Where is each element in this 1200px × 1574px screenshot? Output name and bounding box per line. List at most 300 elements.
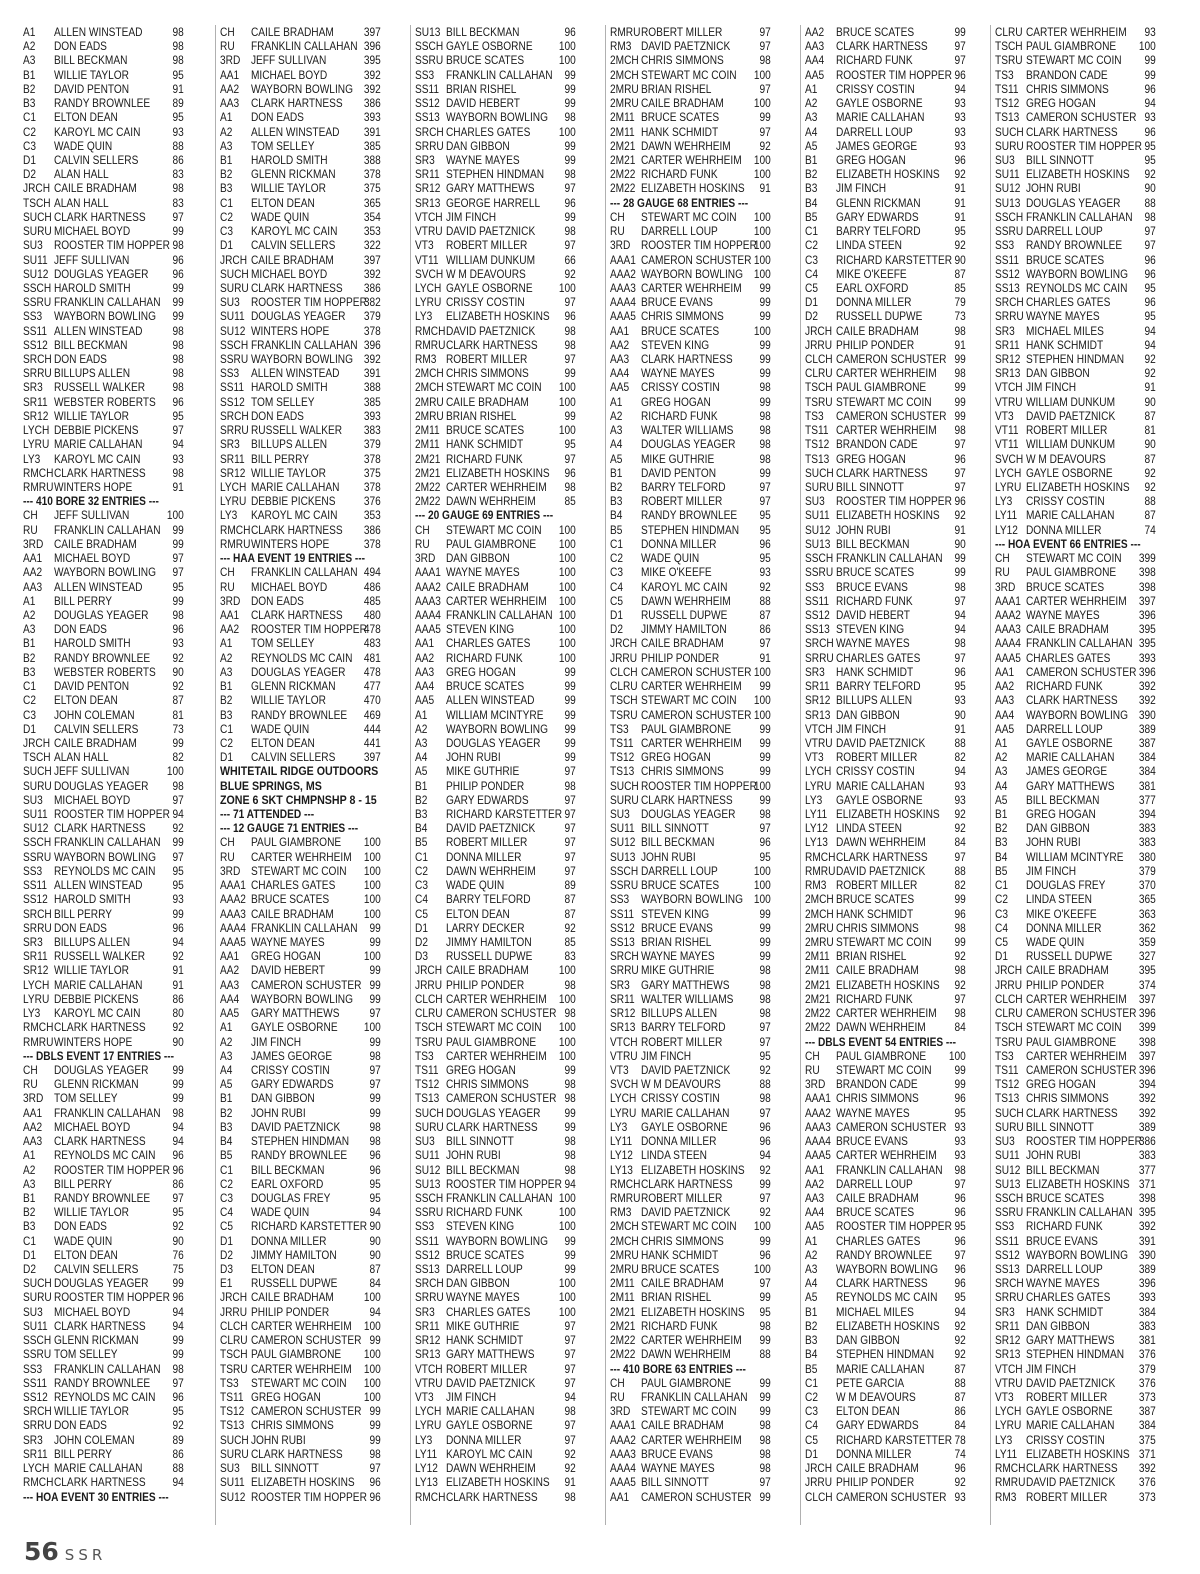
shooter-name: DAN GIBBON: [445, 1276, 510, 1291]
class-code: AA1: [220, 949, 240, 964]
score: 384: [1138, 750, 1156, 765]
class-code: SS3: [23, 863, 43, 878]
class-code: C5: [220, 1219, 233, 1234]
shooter-name: CLARK HARTNESS: [445, 1489, 538, 1504]
class-code: LY3: [995, 494, 1013, 509]
result-row: [415, 921, 576, 935]
score: 100: [558, 1034, 576, 1049]
shooter-name: ALLEN WINSTEAD: [53, 25, 143, 39]
results-column: [995, 25, 1156, 1504]
shooter-name: W M DEAVOURS: [640, 1077, 721, 1092]
shooter-name: WILLIAM DUNKUM: [445, 252, 536, 267]
class-code: D2: [415, 935, 428, 949]
shooter-name: CAILE BRADHAM: [835, 1461, 919, 1476]
class-code: SR3: [23, 935, 43, 949]
class-code: SR12: [995, 352, 1021, 367]
score: 100: [558, 636, 576, 651]
result-row: [805, 181, 966, 195]
class-code: C3: [805, 252, 818, 267]
score: 98: [759, 53, 771, 68]
shooter-name: GAYLE OSBORNE: [1025, 735, 1113, 750]
class-code: A1: [220, 636, 233, 651]
result-row: [220, 423, 381, 437]
score: 92: [759, 1205, 771, 1220]
shooter-name: STEWART MC COIN: [640, 1404, 737, 1419]
shooter-name: W M DEAVOURS: [1025, 451, 1106, 466]
class-code: AAA5: [995, 650, 1021, 665]
score: 98: [759, 991, 771, 1006]
score: 97: [564, 807, 576, 822]
class-code: SU3: [805, 494, 825, 509]
score: 97: [954, 53, 966, 68]
score: 96: [172, 1148, 184, 1163]
result-row: [23, 1020, 184, 1034]
result-row: [995, 551, 1156, 565]
score: 96: [954, 1461, 966, 1476]
class-code: SS12: [805, 607, 830, 622]
shooter-name: BILL BECKMAN: [53, 53, 128, 68]
shooter-name: FRANKLIN CALLAHAN: [640, 1390, 748, 1404]
shooter-name: PHILIP PONDER: [445, 778, 525, 793]
result-row: [23, 196, 184, 210]
result-row: [220, 949, 381, 963]
class-code: A1: [805, 81, 818, 96]
shooter-name: RICHARD FUNK: [835, 53, 913, 68]
shooter-name: MICHAEL BOYD: [53, 1304, 131, 1319]
score: 99: [759, 920, 771, 935]
shooter-name: GREG HOGAN: [1025, 1077, 1096, 1092]
result-row: [610, 1347, 771, 1361]
score: 93: [954, 1134, 966, 1149]
class-code: CLCH: [805, 1489, 833, 1504]
class-code: AA2: [220, 622, 240, 637]
class-code: SS12: [995, 1247, 1020, 1262]
shooter-name: BRIAN RISHEL: [640, 1290, 712, 1305]
score: 98: [564, 1489, 576, 1504]
class-code: 2M11: [805, 963, 830, 978]
shooter-name: DARRELL LOUP: [445, 1262, 523, 1277]
shooter-name: DAWN WEHRHEIM: [640, 1347, 731, 1362]
class-code: SS11: [805, 593, 830, 608]
score: 98: [564, 1148, 576, 1163]
score: 397: [363, 252, 381, 267]
shooter-name: CHARLES GATES: [445, 636, 531, 651]
class-code: B4: [415, 821, 428, 836]
class-code: AA4: [995, 707, 1015, 722]
result-row: [610, 395, 771, 409]
class-code: TS12: [805, 437, 830, 452]
class-code: A2: [995, 750, 1008, 765]
shooter-name: BILL PERRY: [53, 906, 113, 921]
class-code: AAA3: [220, 906, 246, 921]
result-row: [995, 1077, 1156, 1091]
shooter-name: BRUCE SCATES: [640, 1262, 720, 1277]
result-row: [805, 1433, 966, 1447]
shooter-name: CHARLES GATES: [835, 1233, 921, 1248]
score: 98: [759, 1318, 771, 1333]
result-row: [610, 594, 771, 608]
shooter-name: CLARK HARTNESS: [250, 522, 343, 537]
result-row: [23, 238, 184, 252]
shooter-name: WILLIE TAYLOR: [250, 181, 326, 196]
score: 99: [759, 735, 771, 750]
shooter-name: STEVEN KING: [835, 622, 905, 637]
shooter-name: CAILE BRADHAM: [835, 963, 919, 978]
shooter-name: CARTER WEHRHEIM: [640, 152, 742, 167]
score: 92: [954, 949, 966, 964]
class-code: TS3: [415, 1048, 434, 1063]
result-row: [610, 253, 771, 267]
class-code: LYCH: [610, 1091, 637, 1106]
class-code: B3: [610, 494, 623, 509]
class-code: TS13: [995, 110, 1020, 125]
class-code: SS12: [415, 1247, 440, 1262]
class-code: JRCH: [220, 252, 248, 267]
class-code: JRCH: [805, 1461, 833, 1476]
shooter-name: TOM SELLEY: [250, 636, 315, 651]
result-row: [610, 608, 771, 622]
score: 392: [363, 81, 381, 96]
class-code: SRCH: [805, 636, 834, 651]
result-row: [805, 722, 966, 736]
class-code: AA1: [220, 67, 240, 82]
class-code: SRRU: [23, 920, 52, 935]
score: 96: [954, 494, 966, 509]
shooter-name: BILL PERRY: [250, 451, 310, 466]
class-code: AA1: [610, 323, 630, 338]
shooter-name: ELTON DEAN: [53, 1247, 118, 1262]
result-row: [23, 508, 184, 522]
result-row: [805, 1163, 966, 1177]
class-code: C3: [415, 878, 428, 893]
shooter-name: WAYNE MAYES: [835, 1105, 910, 1120]
result-row: [220, 736, 381, 750]
result-row: [220, 267, 381, 281]
class-code: LY3: [805, 792, 823, 807]
shooter-name: JAMES GEORGE: [250, 1048, 333, 1063]
class-code: AAA3: [995, 622, 1021, 637]
event-header: --- 20 GAUGE 69 ENTRIES ---: [415, 508, 554, 523]
shooter-name: WILLIE TAYLOR: [53, 1404, 129, 1419]
result-row: [415, 1063, 576, 1077]
class-code: SR11: [220, 451, 245, 466]
result-row: [995, 1490, 1156, 1504]
class-code: RU: [23, 1077, 38, 1092]
shooter-name: RUSSELL DUPWE: [1025, 949, 1113, 964]
score: 98: [564, 778, 576, 793]
class-code: SS11: [995, 252, 1020, 267]
result-row: [23, 39, 184, 53]
result-row: [995, 508, 1156, 522]
result-row: [415, 1091, 576, 1105]
shooter-name: WAYBORN BOWLING: [250, 81, 353, 96]
result-row: [805, 338, 966, 352]
result-row: [220, 665, 381, 679]
shooter-name: CLARK HARTNESS: [53, 821, 146, 836]
class-code: SSRU: [415, 1205, 444, 1220]
score: 92: [172, 1219, 184, 1234]
result-row: [995, 238, 1156, 252]
class-code: VT11: [415, 252, 439, 267]
result-row: [415, 380, 576, 394]
shooter-name: GREG HOGAN: [250, 1390, 321, 1404]
class-code: 2M11: [610, 1290, 635, 1305]
result-row: [995, 1163, 1156, 1177]
result-row: [995, 1134, 1156, 1148]
result-row: [220, 452, 381, 466]
result-row: [415, 281, 576, 295]
shooter-name: DARRELL LOUP: [1025, 224, 1103, 239]
score: 91: [954, 337, 966, 352]
shooter-name: CLARK HARTNESS: [640, 352, 733, 367]
shooter-name: STEWART MC COIN: [1025, 53, 1122, 68]
score: 99: [172, 1347, 184, 1362]
score: 99: [759, 721, 771, 736]
result-row: [995, 267, 1156, 281]
class-code: B4: [220, 1134, 233, 1149]
shooter-name: WAYNE MAYES: [445, 152, 520, 167]
score: 90: [1144, 394, 1156, 409]
result-row: [415, 295, 576, 309]
score: 94: [954, 622, 966, 637]
shooter-name: BILL BECKMAN: [250, 1162, 325, 1177]
result-row: [805, 53, 966, 67]
shooter-name: MICHAEL MILES: [835, 1304, 914, 1319]
score: 381: [1138, 1333, 1156, 1348]
score: 99: [759, 1489, 771, 1504]
result-row: [610, 423, 771, 437]
score: 98: [172, 352, 184, 367]
shooter-name: FRANKLIN CALLAHAN: [1025, 636, 1133, 651]
event-header: --- HOA EVENT 66 ENTRIES ---: [995, 536, 1141, 551]
score: 375: [1138, 1432, 1156, 1447]
result-row: [220, 380, 381, 394]
result-row: [805, 935, 966, 949]
result-row: [805, 1219, 966, 1233]
result-row: [805, 68, 966, 82]
result-row: [995, 1276, 1156, 1290]
result-row: [995, 39, 1156, 53]
result-row: [805, 764, 966, 778]
shooter-name: TOM SELLEY: [250, 394, 315, 409]
shooter-name: LINDA STEEN: [640, 1148, 707, 1163]
shooter-name: BILLUPS ALLEN: [835, 693, 913, 708]
class-code: A3: [23, 1176, 36, 1191]
result-row: [610, 551, 771, 565]
score: 96: [954, 1205, 966, 1220]
shooter-name: BILL BECKMAN: [445, 1162, 520, 1177]
result-row: [995, 963, 1156, 977]
score: 89: [172, 96, 184, 111]
class-code: RMCH: [805, 849, 836, 864]
class-code: JRRU: [805, 1475, 833, 1490]
shooter-name: RICHARD KARSTETTER: [250, 1219, 368, 1234]
shooter-name: WEBSTER ROBERTS: [53, 394, 156, 409]
result-row: [415, 864, 576, 878]
result-row: [610, 1376, 771, 1390]
shooter-name: BRUCE SCATES: [445, 423, 525, 438]
score: 83: [172, 167, 184, 182]
result-row: [610, 963, 771, 977]
class-code: TSCH: [415, 1020, 443, 1035]
class-code: B3: [23, 664, 36, 679]
score: 99: [369, 1404, 381, 1419]
class-code: VT3: [995, 1390, 1014, 1404]
class-code: AAA2: [805, 1105, 831, 1120]
result-row: [995, 1106, 1156, 1120]
shooter-name: ROOSTER TIM HOPPER: [1025, 1134, 1142, 1149]
class-code: D1: [23, 1247, 36, 1262]
class-code: 2MRU: [610, 1262, 639, 1277]
score: 97: [369, 1077, 381, 1092]
result-row: [415, 1205, 576, 1219]
result-row: [995, 935, 1156, 949]
result-row: [415, 395, 576, 409]
class-code: A2: [23, 1162, 36, 1177]
result-row: [415, 338, 576, 352]
score: 87: [954, 1361, 966, 1376]
shooter-name: RUSSELL DUPWE: [250, 1276, 338, 1291]
shooter-name: RANDY BROWNLEE: [640, 508, 738, 523]
result-row: [415, 1276, 576, 1290]
class-code: SU3: [995, 152, 1015, 167]
score: 441: [363, 735, 381, 750]
class-code: LY11: [415, 1446, 438, 1461]
score: 97: [172, 792, 184, 807]
result-row: [220, 494, 381, 508]
score: 384: [1138, 764, 1156, 779]
result-row: [23, 1205, 184, 1219]
page-number: 56: [24, 1537, 59, 1566]
score: 393: [363, 110, 381, 125]
shooter-name: FRANKLIN CALLAHAN: [53, 522, 161, 537]
class-code: RM3: [610, 39, 632, 54]
score: 97: [564, 352, 576, 367]
score: 99: [759, 949, 771, 964]
class-code: D1: [220, 238, 233, 253]
score: 96: [759, 1134, 771, 1149]
shooter-name: RICHARD KARSTETTER: [445, 807, 563, 822]
shooter-name: CAMERON SCHUSTER: [835, 1119, 947, 1134]
score: 97: [759, 636, 771, 651]
result-row: [995, 409, 1156, 423]
score: 93: [172, 636, 184, 651]
result-row: [805, 437, 966, 451]
result-row: [610, 409, 771, 423]
result-row: [805, 821, 966, 835]
class-code: SR13: [610, 1020, 636, 1035]
result-row: [220, 253, 381, 267]
shooter-name: CAMERON SCHUSTER: [1025, 1062, 1137, 1077]
score: 100: [558, 622, 576, 637]
shooter-name: WADE QUIN: [250, 721, 310, 736]
result-row: [995, 835, 1156, 849]
result-row: [23, 1276, 184, 1290]
result-row: [220, 1049, 381, 1063]
score: 100: [558, 1190, 576, 1205]
shooter-name: STEVEN KING: [640, 906, 710, 921]
shooter-name: CAMERON SCHUSTER: [250, 977, 362, 992]
class-code: B5: [220, 1148, 233, 1163]
result-row: [805, 82, 966, 96]
score: 92: [954, 821, 966, 836]
shooter-name: ELIZABETH HOSKINS: [640, 181, 745, 196]
shooter-name: KAROYL MC CAIN: [250, 224, 338, 239]
score: 87: [564, 892, 576, 907]
result-row: [805, 1049, 966, 1063]
class-code: A2: [805, 96, 818, 111]
score: 97: [954, 849, 966, 864]
shooter-name: ALAN HALL: [53, 195, 109, 210]
result-row: [805, 963, 966, 977]
result-row: [23, 1006, 184, 1020]
shooter-name: GLENN RICKMAN: [250, 167, 336, 182]
shooter-name: CHARLES GATES: [1025, 295, 1111, 310]
score: 87: [1144, 508, 1156, 523]
score: 99: [172, 295, 184, 310]
result-row: [610, 1191, 771, 1205]
score: 98: [564, 1077, 576, 1092]
class-code: RMRU: [220, 536, 251, 551]
shooter-name: MARIE CALLAHAN: [53, 977, 143, 992]
result-row: [805, 39, 966, 53]
shooter-name: WAYNE MAYES: [835, 636, 910, 651]
result-row: [220, 1461, 381, 1475]
result-row: [805, 309, 966, 323]
shooter-name: WAYBORN BOWLING: [1025, 1247, 1128, 1262]
result-row: [995, 622, 1156, 636]
result-row: [220, 907, 381, 921]
shooter-name: MARIE CALLAHAN: [1025, 1418, 1115, 1433]
result-row: [220, 224, 381, 238]
score: 396: [363, 337, 381, 352]
score: 397: [363, 750, 381, 765]
score: 100: [753, 1219, 771, 1234]
shooter-name: BRIAN RISHEL: [640, 935, 712, 949]
result-row: [610, 580, 771, 594]
class-code: JRCH: [220, 1290, 248, 1305]
class-code: AA3: [220, 96, 240, 111]
score: 99: [564, 209, 576, 224]
class-code: LYCH: [995, 465, 1022, 480]
result-row: [805, 1106, 966, 1120]
result-row: [995, 565, 1156, 579]
shooter-name: TOM SELLEY: [53, 1091, 118, 1106]
result-row: [805, 1305, 966, 1319]
shooter-name: CHRIS SIMMONS: [640, 764, 724, 779]
shooter-name: WALTER WILLIAMS: [640, 423, 734, 438]
result-row: [995, 338, 1156, 352]
class-code: AA3: [415, 664, 435, 679]
class-code: LY12: [415, 1461, 438, 1476]
shooter-name: FRANKLIN CALLAHAN: [250, 920, 358, 935]
shooter-name: JIM FINCH: [445, 209, 497, 224]
class-code: A5: [805, 1290, 818, 1305]
shooter-name: MARIE CALLAHAN: [1025, 750, 1115, 765]
score: 398: [1138, 565, 1156, 580]
shooter-name: ELIZABETH HOSKINS: [445, 309, 550, 324]
score: 78: [954, 1432, 966, 1447]
result-row: [220, 167, 381, 181]
score: 92: [954, 977, 966, 992]
result-row: [805, 352, 966, 366]
score: 94: [564, 1390, 576, 1404]
result-row: [995, 1290, 1156, 1304]
score: 85: [564, 935, 576, 949]
result-row: [220, 978, 381, 992]
result-row: [610, 636, 771, 650]
class-code: TS3: [805, 408, 824, 423]
